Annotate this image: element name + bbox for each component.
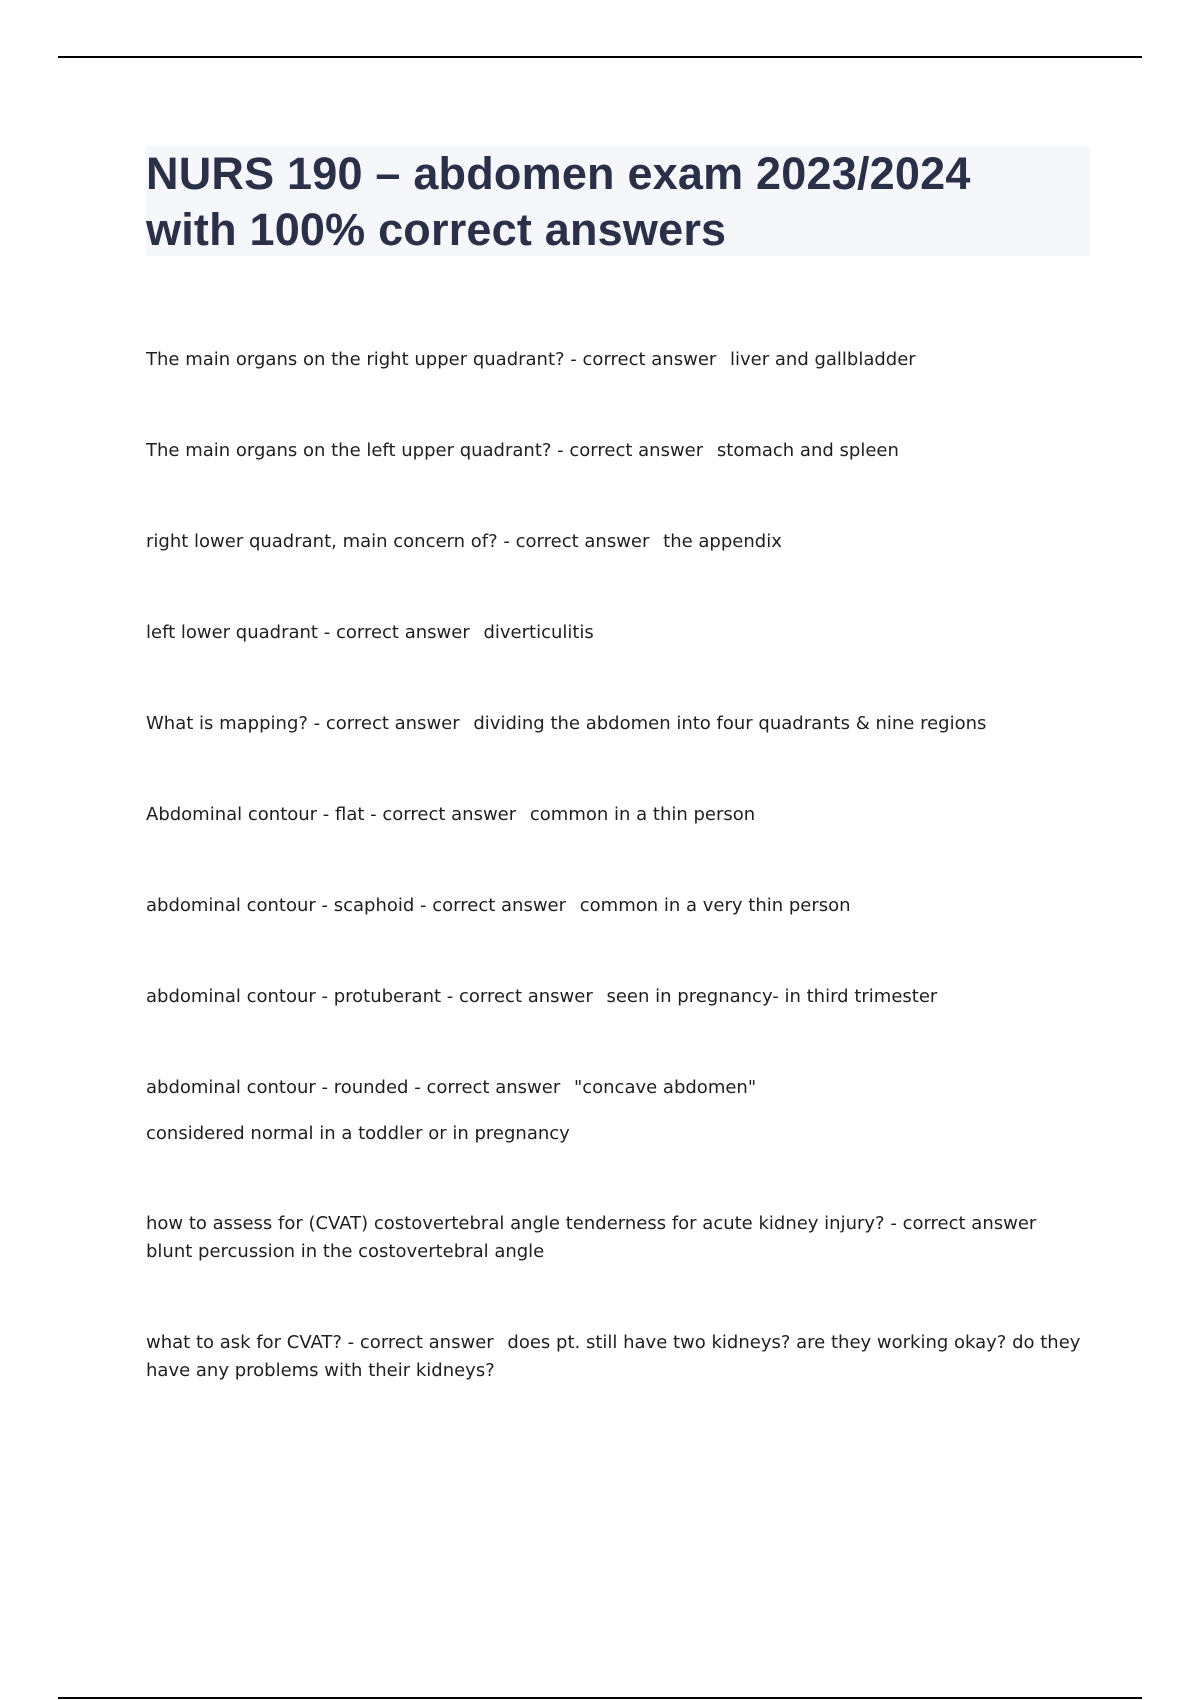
title-line-1: NURS 190 – abdomen exam 2023/2024 [146,148,971,199]
qa-item [146,346,1086,374]
title-line-2: with 100% correct answers [146,204,727,255]
qa-item [146,619,1086,647]
answer-text: common in a very thin person [579,895,851,916]
question-text: right lower quadrant, main concern of? - [146,531,516,552]
question-text: abdominal contour - scaphoid - [146,895,432,916]
question-text: left lower quadrant - [146,622,336,643]
answer-text: "concave abdomen" [573,1077,757,1098]
qa-item [146,710,1086,738]
answer-text: seen in pregnancy- in third trimester [606,986,938,1007]
answer-label: correct answer [902,1213,1037,1234]
qa-item [146,1074,1086,1148]
answer-label: correct answer [515,531,650,552]
title-box [146,146,1090,256]
answer-text: diverticulitis [483,622,594,643]
qa-item [146,983,1086,1011]
answer-text: dividing the abdomen into four quadrants & nine regions [473,713,987,734]
answer-label: correct answer [335,622,470,643]
question-text: how to assess for (CVAT) costovertebral angle tenderness for acute kidney injury? - [146,1213,903,1234]
question-text: abdominal contour - protuberant - [146,986,459,1007]
answer-label: correct answer [432,895,567,916]
question-text: The main organs on the right upper quadrant? - [146,349,583,370]
answer-label: correct answer [582,349,717,370]
answer-text: does pt. still have two kidneys? are they working okay? do they have any problems with their kidneys? [146,1332,1081,1381]
answer-label: correct answer [382,804,517,825]
qa-item [146,1329,1086,1385]
question-text: Abdominal contour - flat - [146,804,382,825]
answer-text: common in a thin person [529,804,756,825]
answer-label: correct answer [569,440,704,461]
qa-item [146,437,1086,465]
question-text: abdominal contour - rounded - [146,1077,426,1098]
bottom-rule [58,1697,1142,1699]
qa-item [146,801,1086,829]
answer-label: correct answer [325,713,460,734]
answer-label: correct answer [359,1332,494,1353]
document-title [146,146,1090,258]
answer-text: the appendix [663,531,782,552]
answer-label: correct answer [458,986,593,1007]
question-text: The main organs on the left upper quadrant? - [146,440,569,461]
question-text: What is mapping? - [146,713,326,734]
answer-text: liver and gallbladder [730,349,916,370]
answer-text: stomach and spleen [716,440,899,461]
answer-text: blunt percussion in the costovertebral angle [146,1241,545,1262]
qa-item [146,528,1086,556]
answer-label: correct answer [426,1077,561,1098]
answer-text-continued: considered normal in a toddler or in pregnancy [146,1123,570,1144]
qa-item [146,1210,1086,1266]
qa-item [146,892,1086,920]
question-text: what to ask for CVAT? - [146,1332,360,1353]
top-rule [58,56,1142,58]
